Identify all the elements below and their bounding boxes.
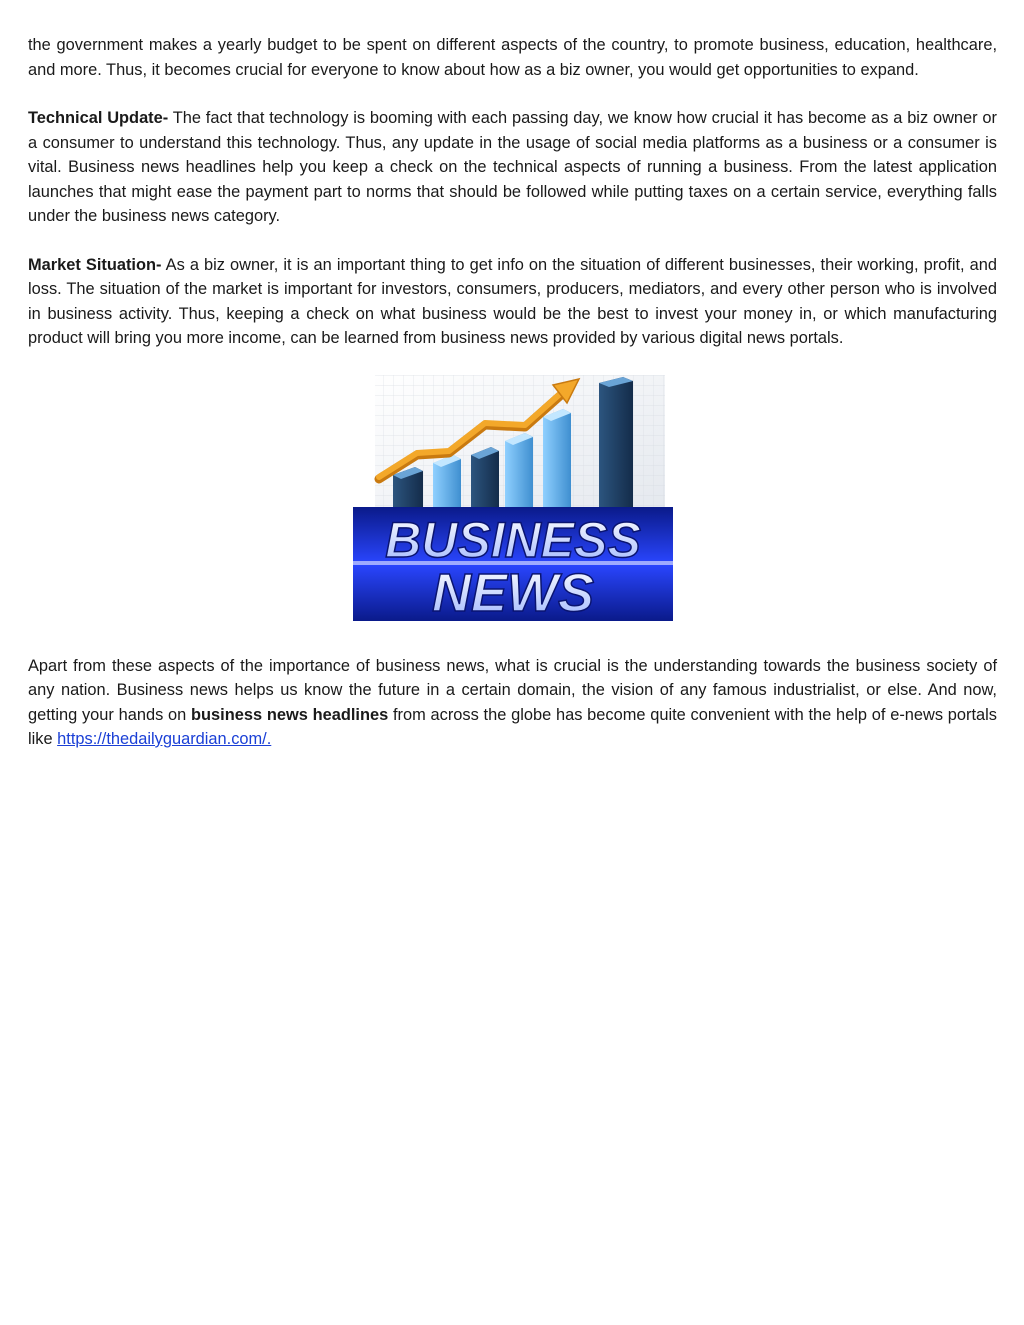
market-situation-heading: Market Situation- xyxy=(28,255,162,274)
business-news-illustration xyxy=(353,375,673,621)
thedailyguardian-link[interactable]: https://thedailyguardian.com/. xyxy=(57,730,272,748)
banner-word-news: NEWS xyxy=(431,562,594,621)
business-news-headlines-bold: business news headlines xyxy=(191,705,389,724)
technical-update-paragraph xyxy=(28,106,997,229)
market-situation-text: As a biz owner, it is an important thing to get info on the situation of different businesses, their working, profit, and loss. The situation of the market is important for investors, consumers, producers, mediators, and every other person who is involved in business activity. Thus, keeping a check on what business would be the best to invest your money in, or which manufacturing product will bring you more income, can be learned from business news provided by various digital news portals. xyxy=(28,255,997,347)
business-news-image xyxy=(353,375,673,621)
technical-update-heading: Technical Update- xyxy=(28,109,169,127)
market-situation-paragraph xyxy=(28,253,997,351)
closing-paragraph xyxy=(28,654,997,752)
banner-word-business: BUSINESS xyxy=(384,511,641,568)
closing-text-middle: from across the globe has become quite convenient with the help of e-news portals like xyxy=(28,705,998,748)
document-page xyxy=(28,33,997,776)
closing-text-start: Apart from these aspects of the importance of business news, what is crucial is the understanding towards the business society of any nation. Business news helps us know the future in a certain domain, the vision of any famous industrialist, or else. And now, getting your hands on xyxy=(28,656,997,724)
technical-update-text: The fact that technology is booming with each passing day, we know how crucial it has become as a biz owner or a consumer to understand this technology. Thus, any update in the usage of social media platforms as a business or a consumer is vital. Business news headlines help you keep a check on the technical aspects of running a business. From the latest application launches that might ease the payment part to norms that should be followed while putting taxes on a certain service, everything falls under the business news category. xyxy=(28,109,997,225)
intro-paragraph: the government makes a yearly budget to be spent on different aspects of the country, to promote business, education, healthcare, and more. Thus, it becomes crucial for everyone to know about how as a biz owner, you would get opportunities to expand. xyxy=(28,36,997,79)
